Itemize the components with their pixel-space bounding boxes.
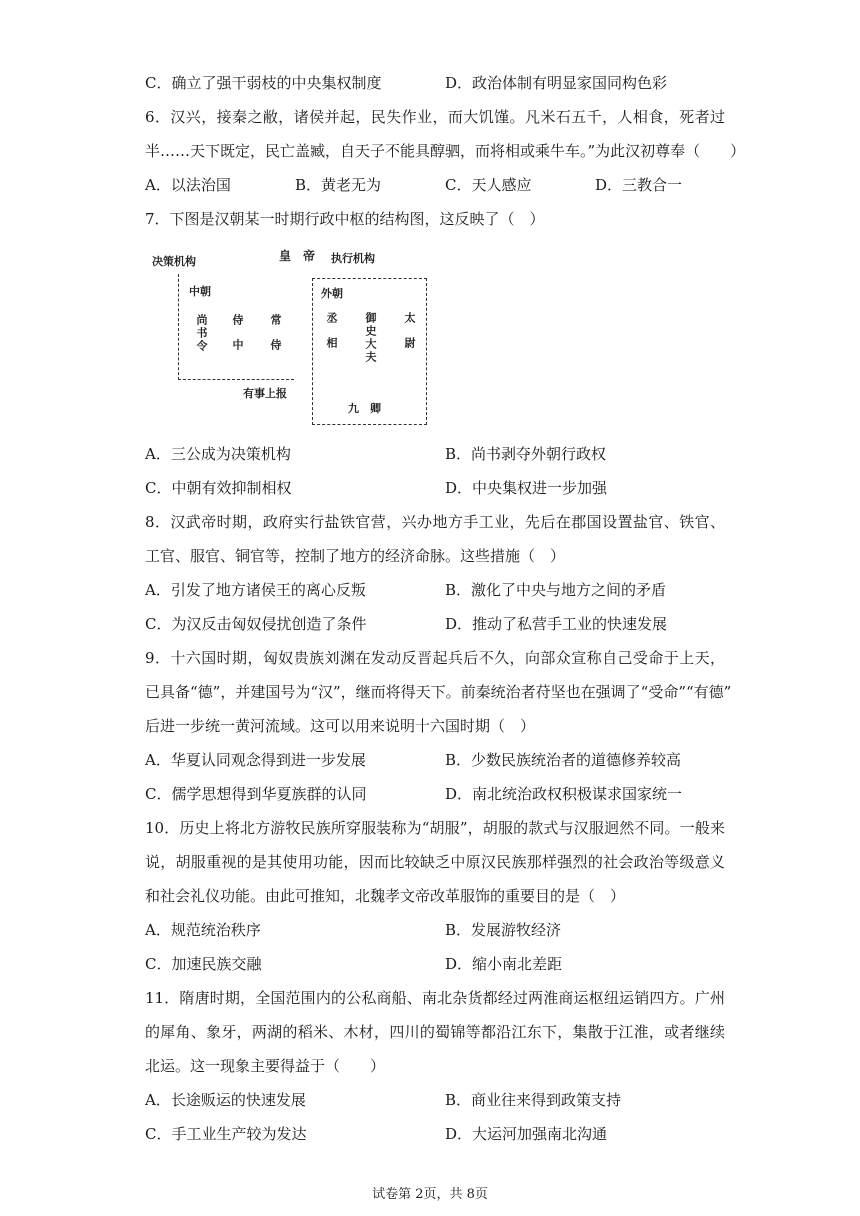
q6-option-c: C．天人感应 [445, 176, 532, 194]
q6-stem-line-1: 6．汉兴，接秦之敝，诸侯并起，民失作业，而大饥馑。凡米石五千，人相食，死者过 [145, 108, 725, 126]
q10-stem-line-1: 10．历史上将北方游牧民族所穿服装称为“胡服”，胡服的款式与汉服迥然不同。一般来 [145, 819, 725, 837]
chengxiang-label: 丞相 [325, 312, 338, 362]
shangshuling-label: 尚书令 [195, 314, 208, 353]
q5-option-d: D．政治体制有明显家国同构色彩 [445, 74, 668, 92]
q11-option-a: A．长途贩运的快速发展 [145, 1091, 306, 1109]
q5-option-c: C．确立了强干弱枝的中央集权制度 [145, 74, 382, 92]
q11-option-b: B．商业往来得到政策支持 [445, 1091, 622, 1109]
q10-option-a: A．规范统治秩序 [145, 921, 261, 939]
q7-option-a: A．三公成为决策机构 [145, 445, 291, 463]
q8-stem-line-1: 8．汉武帝时期，政府实行盐铁官营，兴办地方手工业，先后在郡国设置盐官、铁官、 [145, 513, 725, 531]
shizhong-label: 侍中 [231, 314, 244, 364]
q10-option-b: B．发展游牧经济 [445, 921, 562, 939]
q8-option-a: A．引发了地方诸侯王的离心反叛 [145, 581, 366, 599]
q9-option-b: B．少数民族统治者的道德修养较高 [445, 751, 682, 769]
q9-option-d: D．南北统治政权积极谋求国家统一 [445, 785, 683, 803]
q10-stem-line-3: 和社会礼仪功能。由此可推知，北魏孝文帝改革服饰的重要目的是（ ） [145, 887, 626, 905]
q10-option-d: D．缩小南北差距 [445, 955, 563, 973]
q8-option-b: B．激化了中央与地方之间的矛盾 [445, 581, 667, 599]
q11-stem-line-2: 的犀角、象牙，两湖的稻米、木材，四川的蜀锦等都沿江东下，集散于江淮，或者继续 [145, 1023, 725, 1041]
diagram-execution-label: 执行机构 [331, 252, 375, 265]
q9-stem-line-2: 已具备“德”，并建国号为“汉”，继而将得天下。前秦统治者苻坚也在强调了“受命”“有德” [145, 683, 732, 701]
q10-option-c: C．加速民族交融 [145, 955, 262, 973]
q11-option-d: D．大运河加强南北沟通 [445, 1125, 608, 1143]
taiwei-label: 太尉 [403, 312, 416, 362]
q9-option-a: A．华夏认同观念得到进一步发展 [145, 751, 366, 769]
q8-option-c: C．为汉反击匈奴侵扰创造了条件 [145, 615, 367, 633]
q9-option-c: C．儒学思想得到华夏族群的认同 [145, 785, 367, 803]
q10-stem-line-2: 说，胡服重视的是其使用功能，因而比较缺乏中原汉民族那样强烈的社会政治等级意义 [145, 853, 725, 871]
jiuqing-label: 九 卿 [348, 402, 381, 415]
diagram-emperor-label: 皇 帝 [279, 249, 316, 263]
q11-stem-line-1: 11．隋唐时期，全国范围内的公私商船、南北杂货都经过两淮商运枢纽运销四方。广州 [145, 989, 725, 1007]
outer-court-label: 外朝 [321, 287, 343, 300]
q7-option-d: D．中央集权进一步加强 [445, 479, 608, 497]
changshi-label: 常侍 [269, 314, 282, 364]
q6-option-b: B．黄老无为 [295, 176, 382, 194]
inner-court-label: 中朝 [189, 285, 211, 298]
q6-option-a: A．以法治国 [145, 176, 231, 194]
q7-structure-diagram [145, 244, 435, 429]
q6-option-d: D．三教合一 [595, 176, 683, 194]
q7-option-c: C．中朝有效抑制相权 [145, 479, 292, 497]
q6-stem-line-2: 半……天下既定，民亡盖臧，自天子不能具醇驷，而将相或乘牛车。”为此汉初尊奉（ ） [145, 142, 746, 160]
page-footer: 试卷第 2页，共 8页 [372, 1187, 488, 1202]
q8-stem-line-2: 工官、服官、铜官等，控制了地方的经济命脉。这些措施（ ） [145, 547, 566, 565]
q7-stem: 7．下图是汉朝某一时期行政中枢的结构图，这反映了（ ） [145, 210, 545, 228]
q7-option-b: B．尚书剥夺外朝行政权 [445, 445, 607, 463]
report-upward-label: 有事上报 [243, 387, 287, 400]
q9-stem-line-1: 9．十六国时期，匈奴贵族刘渊在发动反晋起兵后不久，向部众宣称自己受命于上天， [145, 649, 725, 667]
diagram-decision-label: 决策机构 [152, 255, 196, 268]
q9-stem-line-3: 后进一步统一黄河流域。这可以用来说明十六国时期（ ） [145, 717, 536, 735]
q11-stem-line-3: 北运。这一现象主要得益于（ ） [145, 1057, 386, 1075]
q8-option-d: D．推动了私营手工业的快速发展 [445, 615, 668, 633]
yushidafu-label: 御史大夫 [364, 312, 377, 364]
q11-option-c: C．手工业生产较为发达 [145, 1125, 307, 1143]
